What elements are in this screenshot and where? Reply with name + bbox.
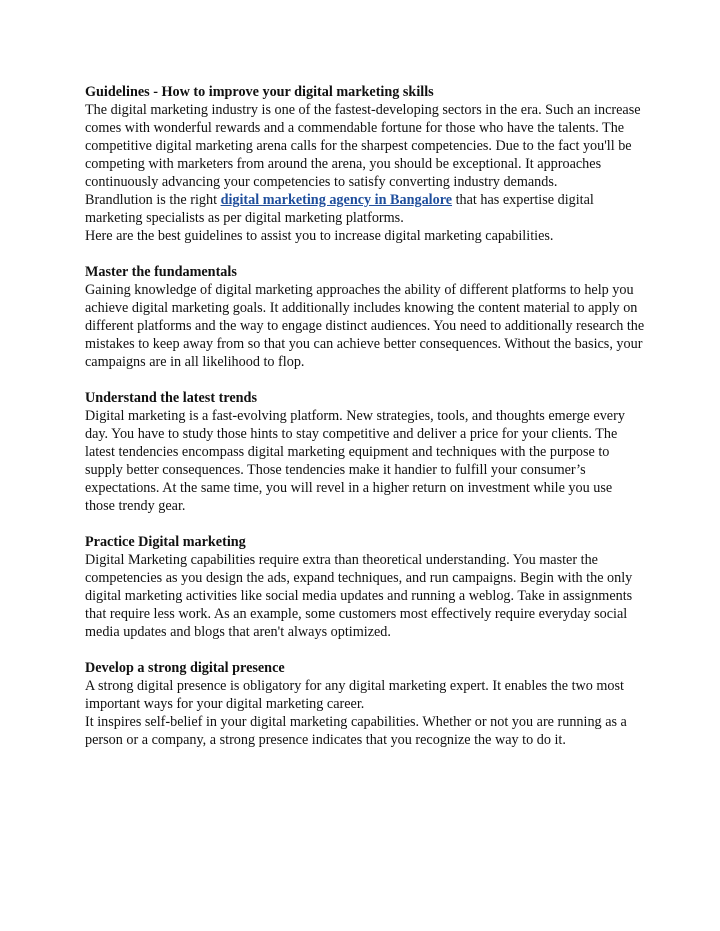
section-latest-trends [85,389,645,515]
section-heading: Practice Digital marketing [85,534,246,550]
intro-paragraph: The digital marketing industry is one of the fastest-developing sectors in the era. Such an increase comes with wonderful rewards and a commendable fortune for those who have the talents. The competitive digital marketing arena calls for the sharpest competencies. Due to the fact you'll be competing with marketers from around the arena, you should be exceptional. It approaches continuously advancing your competencies to satisfy converting industry demands. [85,102,641,190]
section-body: Gaining knowledge of digital marketing approaches the ability of different platforms to help you achieve digital marketing goals. It additionally includes knowing the content material to apply on different platforms and the way to engage distinct audiences. You need to additionally research the mistakes to keep away from so that you can achieve better consequences. Without the basics, your campaigns are in all likelihood to flop. [85,282,645,370]
agency-link[interactable]: digital marketing agency in Bangalore [220,192,453,208]
agency-text-before: Brandlution is the right [85,192,221,208]
section-body: Digital marketing is a fast-evolving platform. New strategies, tools, and thoughts emerge every day. You have to study those hints to stay competitive and deliver a price for your clients. The latest tendencies encompass digital marketing equipment and techniques with the purpose to supply better consequences. Those tendencies make it handier to fulfill your consumer’s expectations. At the same time, you will revel in a higher return on investment while you use those trendy gear. [85,408,625,514]
section-heading: Understand the latest trends [85,390,257,406]
document-title: Guidelines - How to improve your digital marketing skills [85,84,434,100]
agency-text-after: that has expertise digital marketing specialists as per digital marketing platforms. [85,192,594,226]
agency-paragraph [85,191,645,227]
section-body-continued: It inspires self-belief in your digital marketing capabilities. Whether or not you are running as a person or a company, a strong presence indicates that you recognize the way to do it. [85,714,627,748]
section-heading: Master the fundamentals [85,264,237,280]
section-body: Digital Marketing capabilities require extra than theoretical understanding. You master the competencies as you design the ads, expand techniques, and run campaigns. Begin with the only digital marketing activities like social media updates and running a weblog. Take in assignments that require less work. As an example, some customers most effectively require everyday social media updates and blogs that aren't always optimized. [85,552,633,640]
document-page [85,83,645,767]
section-body: A strong digital presence is obligatory for any digital marketing expert. It enables the two most important ways for your digital marketing career. [85,678,624,712]
section-master-fundamentals [85,263,645,371]
section-practice [85,533,645,641]
section-digital-presence [85,659,645,749]
guidelines-lead-paragraph: Here are the best guidelines to assist you to increase digital marketing capabilities. [85,228,554,244]
intro-section [85,83,645,245]
section-heading: Develop a strong digital presence [85,660,285,676]
